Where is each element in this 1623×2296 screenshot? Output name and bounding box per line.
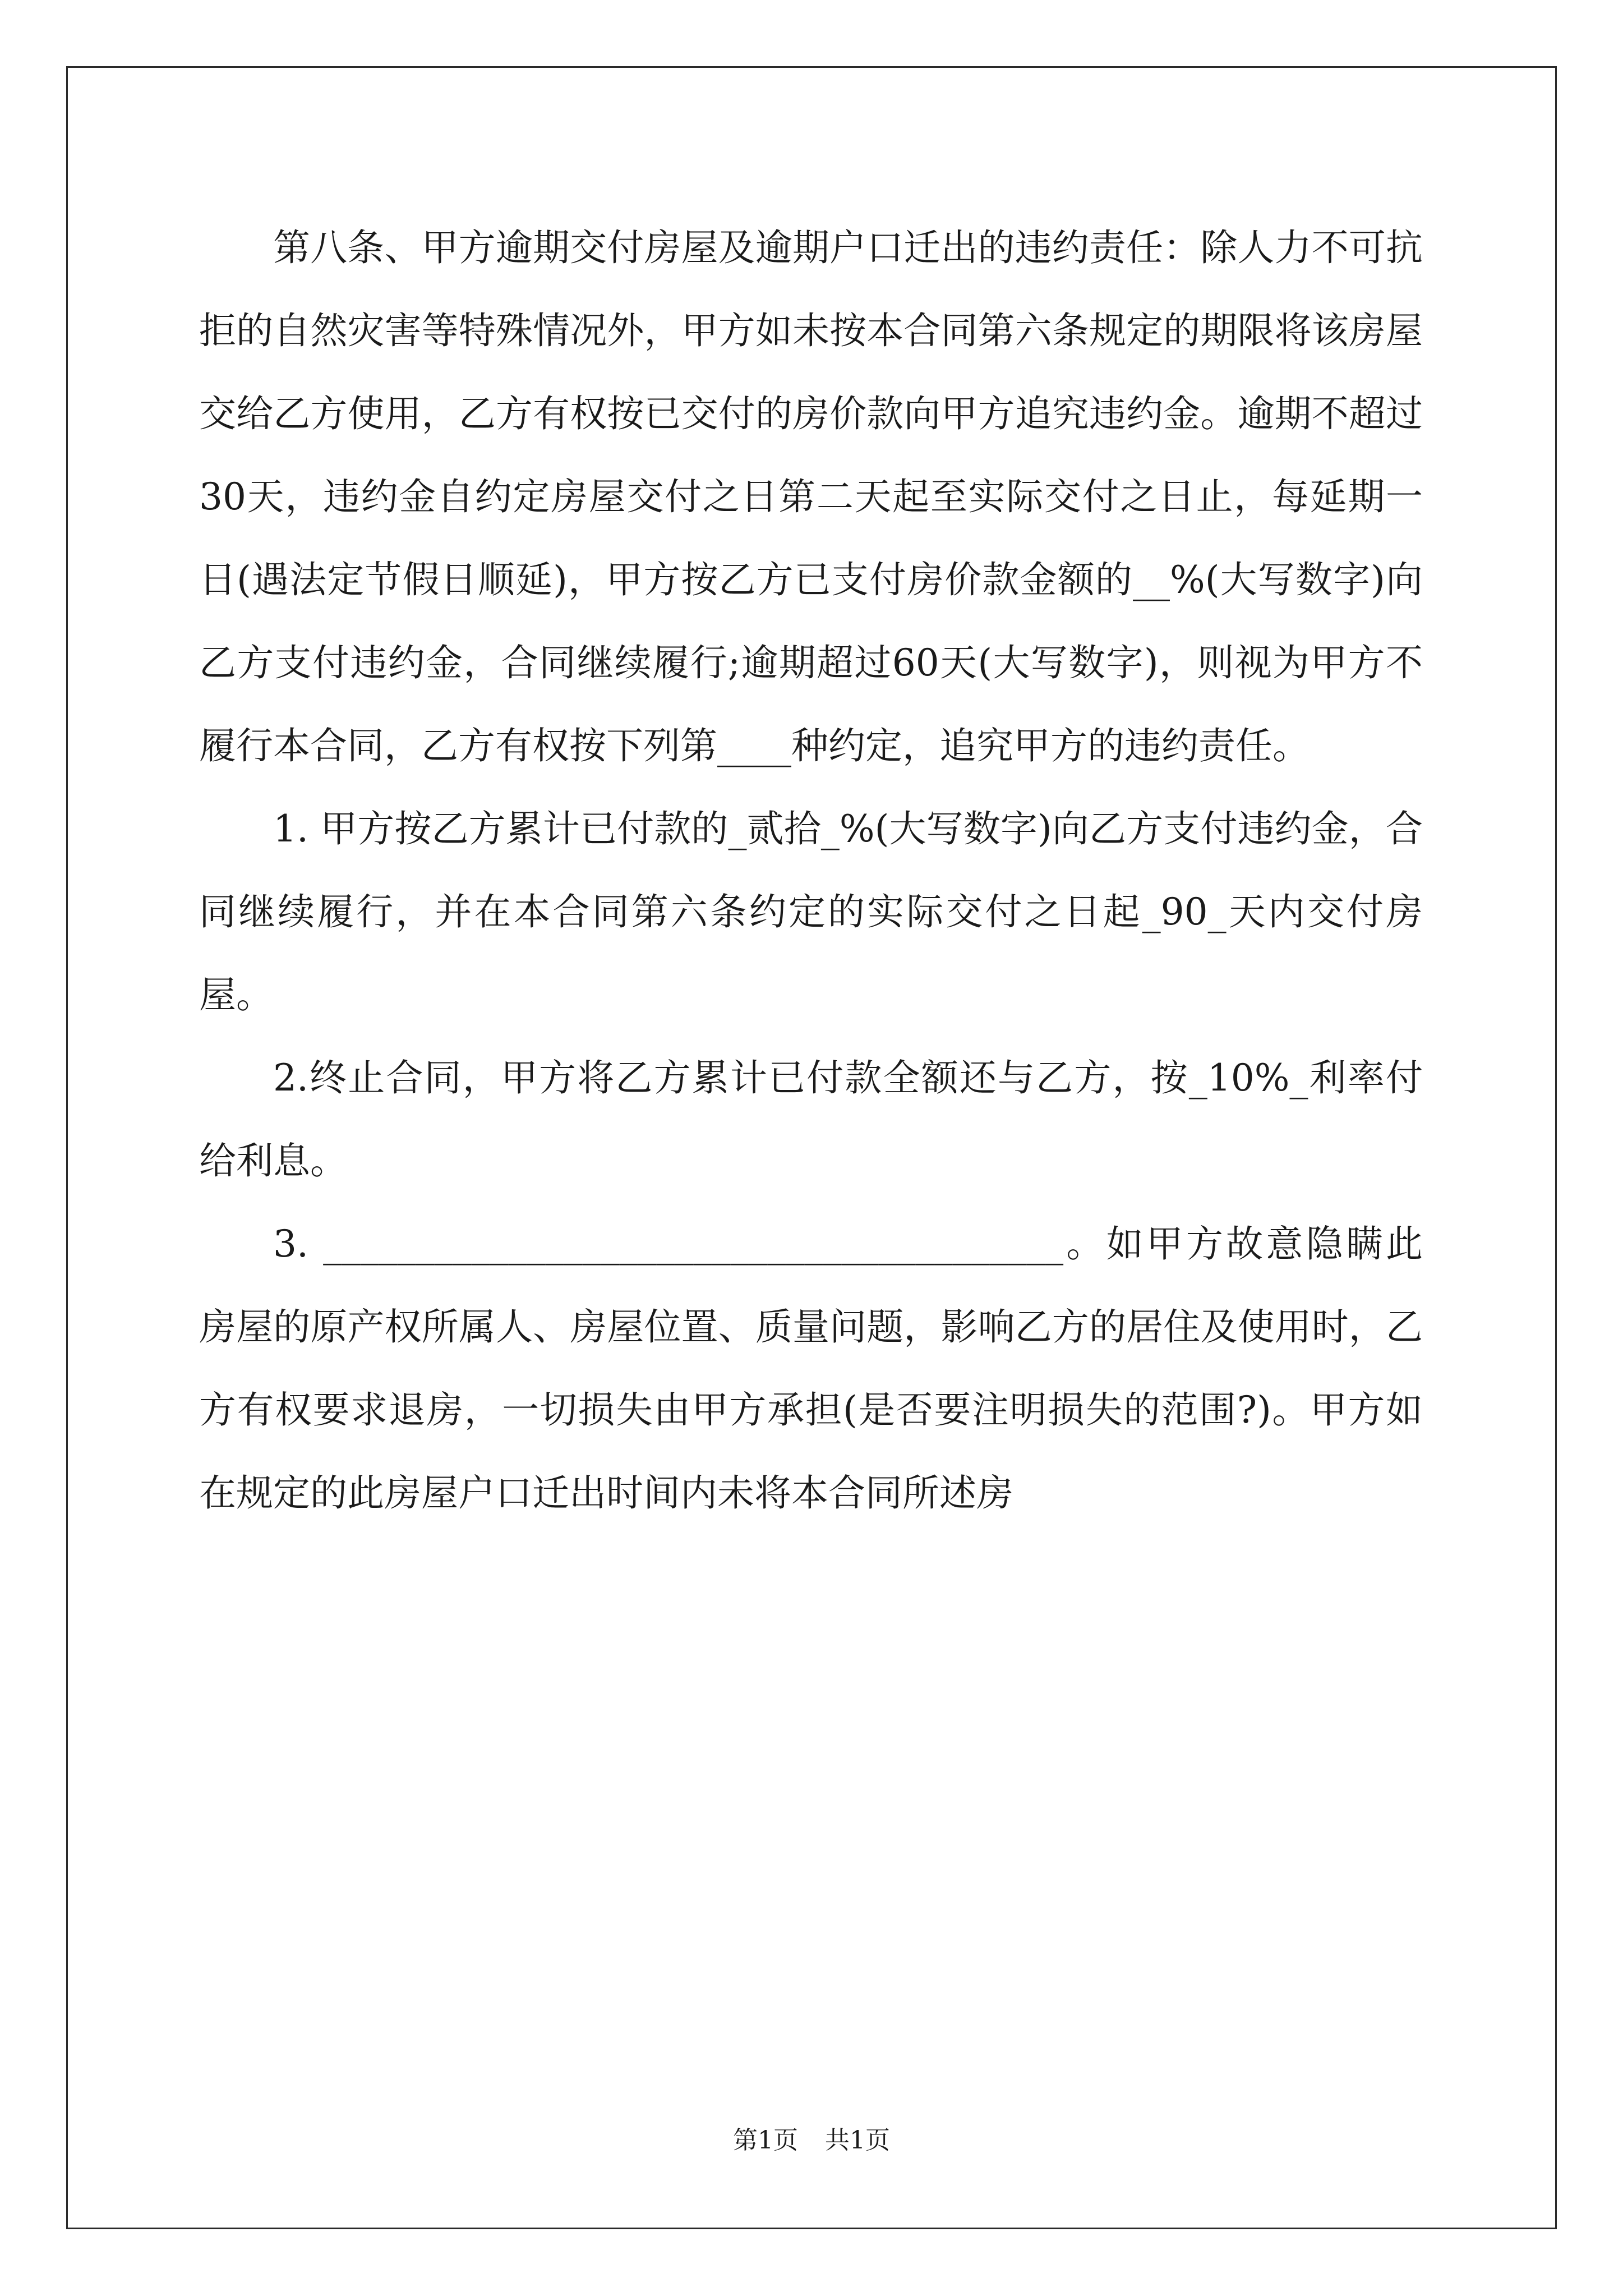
- paragraph-option-3: 3. ________________________________________。如甲方故意隐瞒此房屋的原产权所属人、房屋位置、质量问题，影响乙方的居住及使用时，乙方有权要求退房，一切损失由甲方承担(是否要注明损失的范围?)。甲方如在规定的此房屋户口迁出时间内未将本合同所述房: [199, 1222, 1423, 1515]
- paragraph-option-2: 2.终止合同，甲方将乙方累计已付款全额还与乙方，按_10%_利率付给利息。: [199, 1056, 1423, 1182]
- document-body: [199, 206, 1423, 1535]
- page-footer: [0, 2124, 1623, 2157]
- paragraph-option-1: 1. 甲方按乙方累计已付款的_贰拾_%(大写数字)向乙方支付违约金，合同继续履行，并在本合同第六条约定的实际交付之日起_90_天内交付房屋。: [199, 807, 1423, 1016]
- page-number-current: 第1页: [733, 2126, 798, 2155]
- page-number-total: 共1页: [825, 2126, 890, 2155]
- paragraph-article-8: 第八条、甲方逾期交付房屋及逾期户口迁出的违约责任：除人力不可抗拒的自然灾害等特殊情况外，甲方如未按本合同第六条规定的期限将该房屋交给乙方使用，乙方有权按已交付的房价款向甲方追究违约金。逾期不超过30天，违约金自约定房屋交付之日第二天起至实际交付之日止，每延期一日(遇法定节假日顺延)，甲方按乙方已支付房价款金额的__%(大写数字)向乙方支付违约金，合同继续履行;逾期超过60天(大写数字)，则视为甲方不履行本合同，乙方有权按下列第____种约定，追究甲方的违约责任。: [199, 226, 1423, 767]
